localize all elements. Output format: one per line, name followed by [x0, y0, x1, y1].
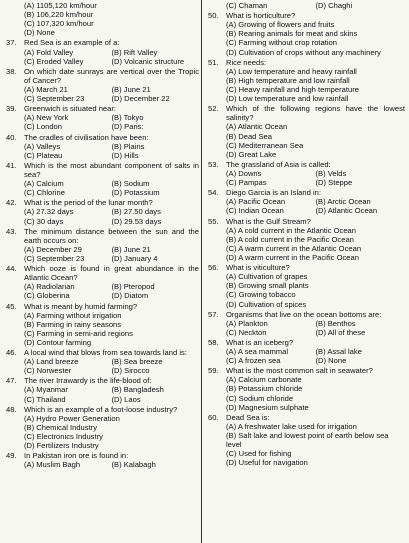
options-list: [24, 357, 199, 375]
column-divider: [201, 0, 202, 543]
answer-option: (B) Rearing animals for meat and skins: [226, 29, 358, 39]
answer-option: (C) Norwester: [24, 366, 72, 376]
answer-option: (D) Contour farming: [24, 337, 92, 347]
question-number: 57.: [208, 309, 219, 319]
question-body: [226, 338, 405, 365]
answer-option: (C) Chaman: [226, 1, 268, 10]
question-body: [24, 264, 199, 300]
question-item: [6, 133, 199, 160]
answer-option: (A) Plankton: [226, 318, 268, 328]
answer-option: (D) Atlantic Ocean: [315, 206, 378, 216]
question-item: [208, 217, 405, 263]
answer-option: (C) 30 days: [24, 216, 64, 226]
question-number: 37.: [6, 38, 17, 48]
options-list: [24, 282, 199, 300]
question-item: [208, 263, 405, 309]
answer-option: (D) Paris:: [111, 122, 144, 132]
question-item: [6, 227, 199, 263]
answer-option: (A) Atlantic Ocean: [226, 122, 288, 132]
answer-option: (D) Chaghi: [315, 1, 353, 10]
options-list: [24, 85, 199, 103]
answer-option: (D) January 4: [111, 253, 158, 263]
options-list: [226, 197, 405, 215]
answer-option: (D) All of these: [315, 327, 366, 337]
question-text: The river Irrawardy is the life-blood of:: [24, 376, 152, 386]
answer-option: (B) Kalabagh: [111, 460, 156, 470]
question-number: [6, 1, 24, 37]
question-text: The minimum distance between the sun and the earth occurs on:: [24, 226, 199, 245]
answer-option: (C) September 23: [24, 94, 85, 104]
options-list: [24, 385, 199, 403]
answer-option: (A) December 29: [24, 244, 82, 254]
question-text: Diego Garcia is an Island in:: [226, 188, 321, 198]
question-number: 41.: [6, 160, 17, 170]
answer-option: (B) Growing small plants: [226, 281, 309, 291]
question-body: [24, 198, 199, 225]
answer-option: (D) Low temperature and low rainfall: [226, 94, 349, 104]
question-body: [226, 104, 405, 159]
question-item: [208, 11, 405, 57]
options-list: [226, 20, 405, 56]
question-body: [226, 58, 405, 104]
answer-option: (C) Used for fishing: [226, 449, 292, 459]
question-number: 49.: [6, 451, 17, 461]
question-item: [6, 104, 199, 131]
answer-option: (C) London: [24, 122, 62, 132]
options-list: [226, 319, 405, 337]
answer-option: (A) Valleys: [24, 141, 61, 151]
question-text: What is meant by humid farming?: [24, 301, 138, 311]
question-number: 52.: [208, 104, 219, 114]
question-item: [6, 1, 199, 37]
question-text: Which is an example of a foot-loose industry?: [24, 404, 178, 414]
answer-option: (B) 27.50 days: [111, 207, 161, 217]
answer-option: (A) Calcium carbonate: [226, 375, 302, 385]
answer-option: (D) None: [24, 28, 55, 38]
question-number: 51.: [208, 57, 219, 67]
options-list: [226, 169, 405, 187]
question-text: What is the Gulf Stream?: [226, 216, 311, 226]
answer-option: (C) Chlorine: [24, 188, 65, 198]
options-list: [226, 375, 405, 411]
answer-option: (B) Arctic Ocean: [315, 197, 371, 207]
answer-option: (B) Potassium chloride: [226, 384, 303, 394]
answer-option: (C) Globerina: [24, 291, 70, 301]
question-text: What is the period of the lunar month?: [24, 198, 153, 208]
question-number: 56.: [208, 263, 219, 273]
question-body: [226, 413, 405, 468]
question-item: [6, 348, 199, 375]
answer-option: (B) Tokyo: [111, 113, 144, 123]
question-body: [24, 104, 199, 131]
answer-option: (B) Sea breeze: [111, 357, 163, 367]
question-number: 45.: [6, 301, 17, 311]
question-number: 46.: [6, 348, 17, 358]
question-item: [208, 160, 405, 187]
answer-option: (A) Growing of flowers and fruits: [226, 20, 335, 30]
answer-option: (B) Assal lake: [315, 347, 362, 357]
options-list: [226, 226, 405, 262]
answer-option: (C) A frozen sea: [226, 356, 281, 366]
answer-option: (C) Indian Ocean: [226, 206, 284, 216]
answer-option: (C) Plateau: [24, 150, 63, 160]
answer-option: (B) Plains: [111, 141, 145, 151]
answer-option: (C) Electronics Industry: [24, 432, 103, 442]
question-number: 54.: [208, 188, 219, 198]
answer-option: (A) 1105,120 km/hour: [24, 1, 97, 10]
question-number: 48.: [6, 404, 17, 414]
question-body: [226, 188, 405, 215]
options-list: [226, 422, 405, 468]
answer-option: (C) Farming without crop rotation: [226, 38, 337, 48]
question-number: 50.: [208, 11, 219, 21]
question-item: [6, 161, 199, 197]
question-text: Red Sea is an example of a:: [24, 38, 120, 48]
question-number: 55.: [208, 216, 219, 226]
question-item: [6, 451, 199, 469]
answer-option: (B) Rift Valley: [111, 47, 158, 57]
answer-option: (A) Myanmar: [24, 385, 68, 395]
question-number: 38.: [6, 66, 17, 76]
answer-option: (D) Useful for navigation: [226, 458, 308, 468]
question-item: [208, 310, 405, 337]
question-text: The grassland of Asia is called:: [226, 159, 331, 169]
question-body: [226, 160, 405, 187]
question-number: 43.: [6, 226, 17, 236]
answer-option: (B) Dead Sea: [226, 131, 273, 141]
answer-option: (D) Great Lake: [226, 149, 277, 159]
question-item: [6, 198, 199, 225]
answer-option: (A) Muslim Bagh: [24, 460, 81, 470]
answer-option: (B) June 21: [111, 244, 151, 254]
answer-option: (D) Hills: [111, 150, 139, 160]
answer-option: (A) Downs: [226, 168, 262, 178]
options-list: [24, 311, 199, 347]
options-list: [226, 122, 405, 158]
answer-option: (D) None: [315, 356, 347, 366]
answer-option: (A) A sea mammal: [226, 347, 289, 357]
question-text: What is an iceberg?: [226, 337, 294, 347]
question-text: Dead Sea is:: [226, 412, 270, 422]
answer-option: (D) Cultivation of crops without any machinery: [226, 47, 381, 57]
question-number: 39.: [6, 104, 17, 114]
question-item: [208, 58, 405, 104]
answer-option: (A) Farming without irrigation: [24, 310, 122, 320]
question-body: [24, 302, 199, 348]
question-text: Organisms that live on the ocean bottoms are:: [226, 309, 382, 319]
answer-option: (C) A warm current in the Atlantic Ocean: [226, 243, 362, 253]
answer-option: (B) Salt lake and lowest point of earth below sea level: [226, 431, 389, 450]
right-column: [208, 1, 405, 468]
answer-option: (A) Land breeze: [24, 357, 79, 367]
question-number: 58.: [208, 337, 219, 347]
options-list: [24, 207, 199, 225]
question-number: 59.: [208, 366, 219, 376]
question-body: [226, 310, 405, 337]
question-body: [226, 11, 405, 57]
question-text: In Pakistan iron ore is found in:: [24, 451, 129, 461]
answer-option: (D) A warm current in the Pacific Ocean: [226, 252, 359, 262]
answer-option: (D) Potassium: [111, 188, 160, 198]
options-list: [24, 460, 199, 469]
question-text: The cradles of civilisation have been:: [24, 132, 149, 142]
question-item: [6, 67, 199, 103]
question-body: [24, 38, 199, 65]
answer-option: (A) 27.32 days: [24, 207, 74, 217]
answer-option: (C) Pampas: [226, 178, 267, 188]
question-body: [226, 366, 405, 412]
answer-option: (A) Calcium: [24, 179, 64, 189]
question-body: [24, 161, 199, 197]
answer-option: (C) Farming in semi-arid regions: [24, 328, 133, 338]
answer-option: (A) A cold current in the Atlantic Ocean: [226, 225, 357, 235]
answer-option: (C) September 23: [24, 253, 85, 263]
question-item: [208, 188, 405, 215]
answer-option: (B) Benthos: [315, 318, 356, 328]
answer-option: (C) Neckton: [226, 327, 267, 337]
options-list: [226, 347, 405, 365]
question-body: [24, 348, 199, 375]
answer-option: (D) 29.53 days: [111, 216, 162, 226]
options-list: [24, 113, 199, 131]
answer-option: (D) Cultivation of spices: [226, 299, 307, 309]
answer-option: (C) Thailand: [24, 394, 66, 404]
answer-option: (A) Cultivation of grapes: [226, 272, 308, 282]
answer-option: (D) Sirocco: [111, 366, 150, 376]
question-body: [24, 1, 199, 37]
question-body: [24, 451, 199, 469]
answer-option: (B) Velds: [315, 168, 347, 178]
question-text: Greenwich is situated near:: [24, 104, 117, 114]
answer-option: (C) 107,320 km/hour: [24, 19, 94, 29]
answer-option: (C) Sodium chloride: [226, 393, 294, 403]
question-item: [6, 405, 199, 451]
answer-option: (B) High temperature and low rainfall: [226, 75, 350, 85]
question-number: 40.: [6, 132, 17, 142]
answer-option: (A) March 21: [24, 84, 68, 94]
answer-option: (A) Radiolarian: [24, 282, 75, 292]
answer-option: (C) Heavy rainfall and high temperature: [226, 84, 359, 94]
question-text: Which is the most abundant component of salts in sea?: [24, 160, 199, 179]
answer-option: (B) Farming in rainy seasons: [24, 319, 122, 329]
answer-option: (A) A freshwater lake used for irrigation: [226, 421, 357, 431]
options-list: [24, 1, 199, 37]
answer-option: (A) Hydro Power Generation: [24, 413, 120, 423]
answer-option: (D) Diatom: [111, 291, 149, 301]
question-text: What is the most common salt in seawater?: [226, 366, 373, 376]
question-number: 44.: [6, 264, 17, 274]
answer-option: (B) Sodium: [111, 179, 150, 189]
question-item: [6, 38, 199, 65]
question-number: 53.: [208, 159, 219, 169]
question-body: [24, 133, 199, 160]
options-list: [226, 67, 405, 103]
question-text: A local wind that blows from sea towards land is:: [24, 348, 187, 358]
answer-option: (B) June 21: [111, 84, 151, 94]
question-text: Rice needs:: [226, 57, 267, 67]
answer-option: (C) Mediterranean Sea: [226, 140, 304, 150]
options-list: [24, 142, 199, 160]
answer-option: (B) Chemical Industry: [24, 422, 98, 432]
answer-option: (D) December 22: [111, 94, 170, 104]
continued-options: [226, 1, 405, 10]
question-number: 60.: [208, 412, 219, 422]
answer-option: (D) Steppe: [315, 178, 353, 188]
question-item: [208, 338, 405, 365]
answer-option: (D) Fertilizers Industry: [24, 441, 99, 451]
question-item: [208, 104, 405, 159]
question-body: [24, 405, 199, 451]
answer-option: (B) A cold current in the Pacific Ocean: [226, 234, 354, 244]
question-number: 47.: [6, 376, 17, 386]
question-body: [24, 376, 199, 403]
question-text: Which ooze is found in great abundance in the Atlantic Ocean?: [24, 264, 199, 283]
question-body: [24, 67, 199, 103]
options-list: [24, 179, 199, 197]
question-item: [6, 376, 199, 403]
options-list: [24, 245, 199, 263]
question-body: [24, 227, 199, 263]
answer-option: (B) 106,220 km/hour: [24, 10, 94, 20]
question-text: On which date sunrays are vertical over the Tropic of Cancer?: [24, 66, 199, 85]
question-number: 42.: [6, 198, 17, 208]
question-item: [208, 413, 405, 468]
question-text: What is horticulture?: [226, 11, 296, 21]
answer-option: (D) Laos: [111, 394, 141, 404]
question-text: What is viticulture?: [226, 263, 290, 273]
answer-option: (A) Pacific Ocean: [226, 197, 286, 207]
answer-option: (A) Low temperature and heavy rainfall: [226, 66, 357, 76]
question-body: [226, 263, 405, 309]
question-body: [226, 217, 405, 263]
options-list: [24, 48, 199, 66]
options-list: [24, 414, 199, 450]
question-item: [6, 264, 199, 300]
answer-option: (A) Fold Valley: [24, 47, 74, 57]
question-item: [6, 302, 199, 348]
answer-option: (D) Volcanic structure: [111, 56, 185, 66]
options-list: [226, 272, 405, 308]
answer-option: (C) Growing tobacco: [226, 290, 296, 300]
left-column: [6, 1, 199, 470]
question-text: Which of the following regions have the lowest salinity?: [226, 104, 405, 123]
answer-option: (D) Magnesium sulphate: [226, 402, 309, 412]
answer-option: (B) Pteropod: [111, 282, 155, 292]
answer-option: (C) Eroded Valley: [24, 56, 84, 66]
question-item: [208, 366, 405, 412]
answer-option: (A) New York: [24, 113, 69, 123]
answer-option: (B) Bangladesh: [111, 385, 164, 395]
